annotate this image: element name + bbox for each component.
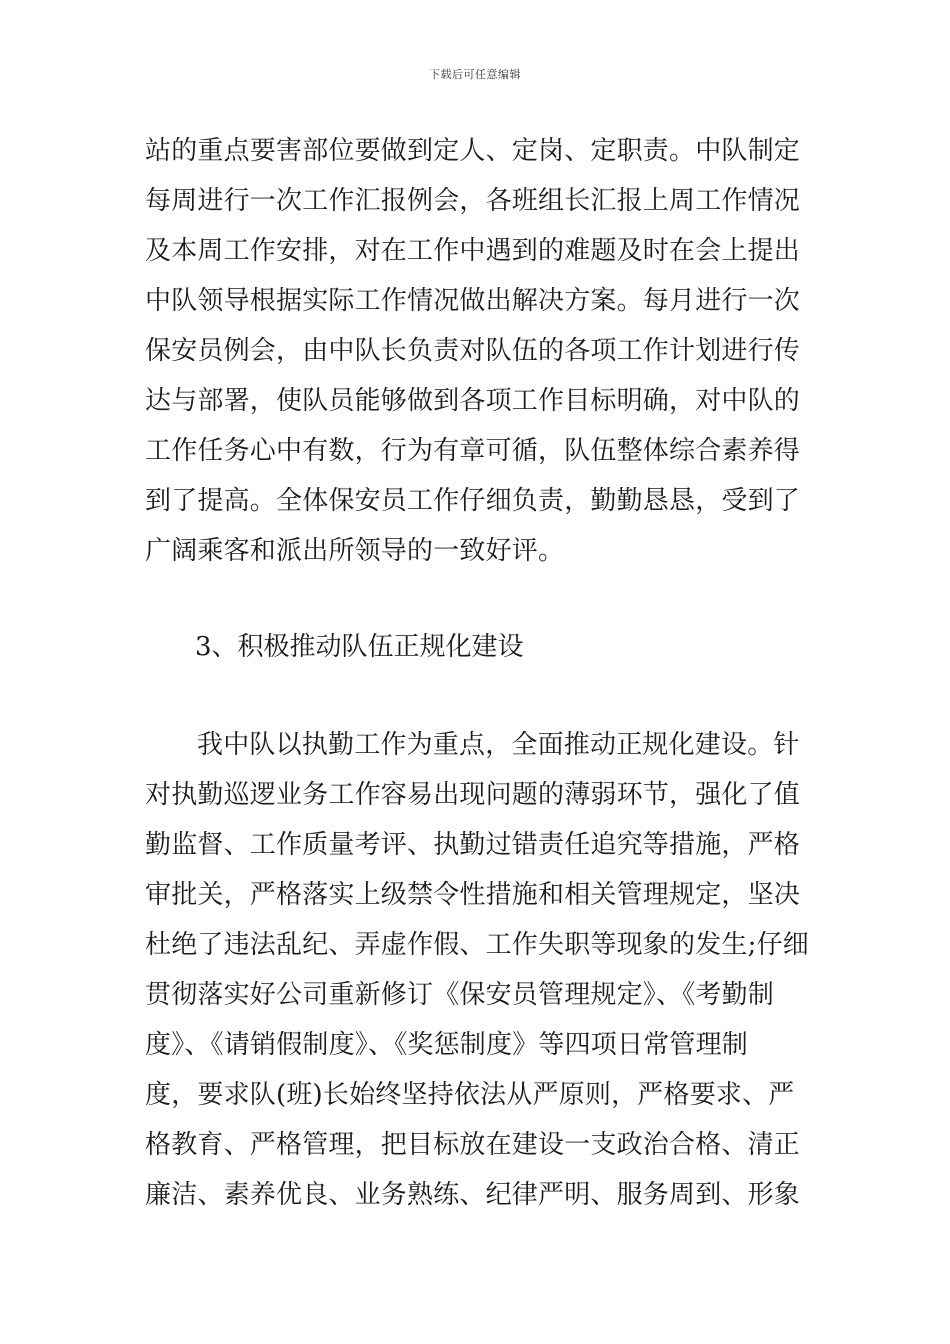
text-line: 审批关，严格落实上级禁令性措施和相关管理规定，坚决 <box>145 880 801 910</box>
page-header-note: 下载后可任意编辑 <box>429 68 521 81</box>
text-line: 及本周工作安排，对在工作中遇到的难题及时在会上提出 <box>145 236 801 266</box>
paragraph-2 <box>145 720 820 1220</box>
text-line: 到了提高。全体保安员工作仔细负责，勤勤恳恳，受到了 <box>145 486 801 516</box>
text-line: 站的重点要害部位要做到定人、定岗、定职责。中队制定 <box>145 136 801 166</box>
paragraph-1 <box>145 126 820 576</box>
text-line: 每周进行一次工作汇报例会，各班组长汇报上周工作情况 <box>145 186 801 216</box>
text-line: 我中队以执勤工作为重点，全面推动正规化建设。针 <box>197 730 800 760</box>
section-heading: 3、积极推动队伍正规化建设 <box>195 632 524 662</box>
text-line: 勤监督、工作质量考评、执勤过错责任追究等措施，严格 <box>145 830 801 860</box>
text-line: 工作任务心中有数，行为有章可循，队伍整体综合素养得 <box>145 436 801 466</box>
text-line: 廉洁、素养优良、业务熟练、纪律严明、服务周到、形象 <box>145 1180 801 1210</box>
text-line: 度，要求队(班)长始终坚持依法从严原则，严格要求、严 <box>145 1080 795 1110</box>
text-line: 贯彻落实好公司重新修订《保安员管理规定》、《考勤制 <box>145 980 775 1010</box>
text-line: 广阔乘客和派出所领导的一致好评。 <box>145 536 565 566</box>
text-line: 杜绝了违法乱纪、弄虚作假、工作失职等现象的发生;仔细 <box>145 930 809 960</box>
text-line: 保安员例会，由中队长负责对队伍的各项工作计划进行传 <box>145 336 801 366</box>
text-line: 格教育、严格管理，把目标放在建设一支政治合格、清正 <box>145 1130 801 1160</box>
text-line: 度》、《请销假制度》、《奖惩制度》等四项日常管理制 <box>145 1030 749 1060</box>
text-line: 达与部署，使队员能够做到各项工作目标明确，对中队的 <box>145 386 801 416</box>
text-line: 对执勤巡逻业务工作容易出现问题的薄弱环节，强化了值 <box>145 780 801 810</box>
text-line: 中队领导根据实际工作情况做出解决方案。每月进行一次 <box>145 286 801 316</box>
